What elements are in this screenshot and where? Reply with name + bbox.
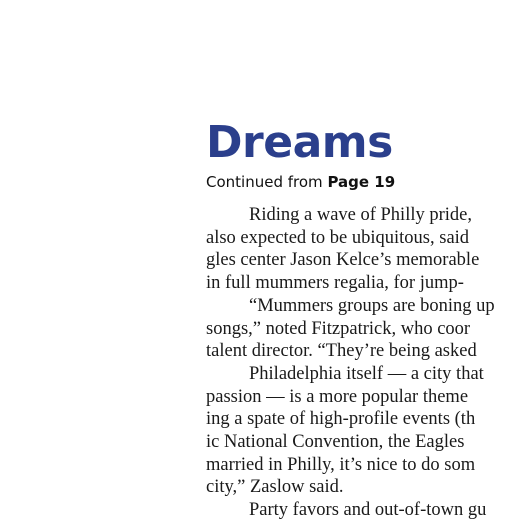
body-line: talent director. “They’re being asked [206,341,477,362]
body-line: ic National Convention, the Eagles [206,432,465,453]
body-line: songs,” noted Fitzpatrick, who coor [206,318,471,339]
continuation-line [206,172,512,192]
headline: Dreams [206,117,393,168]
body-line: Party favors and out-of-town gu [249,500,487,521]
body-line: ing a spate of high-profile events (th [206,409,476,430]
article-body [206,204,512,522]
body-line: “Mummers groups are boning up [249,295,495,316]
body-line: in full mummers regalia, for jump- [206,273,464,294]
continuation-prefix: Continued from [206,173,323,191]
body-line: city,” Zaslow said. [206,477,344,498]
body-line: also expected to be ubiquitous, said [206,227,470,248]
body-line: Riding a wave of Philly pride, [249,205,472,225]
body-line: Philadelphia itself — a city that [249,363,484,384]
body-line: married in Philly, it’s nice to do som [206,454,476,475]
body-line: gles center Jason Kelce’s memorable [206,250,480,271]
article [206,118,512,522]
body-line: passion — is a more popular theme [206,386,469,407]
continuation-page-link: Page 19 [327,173,396,191]
